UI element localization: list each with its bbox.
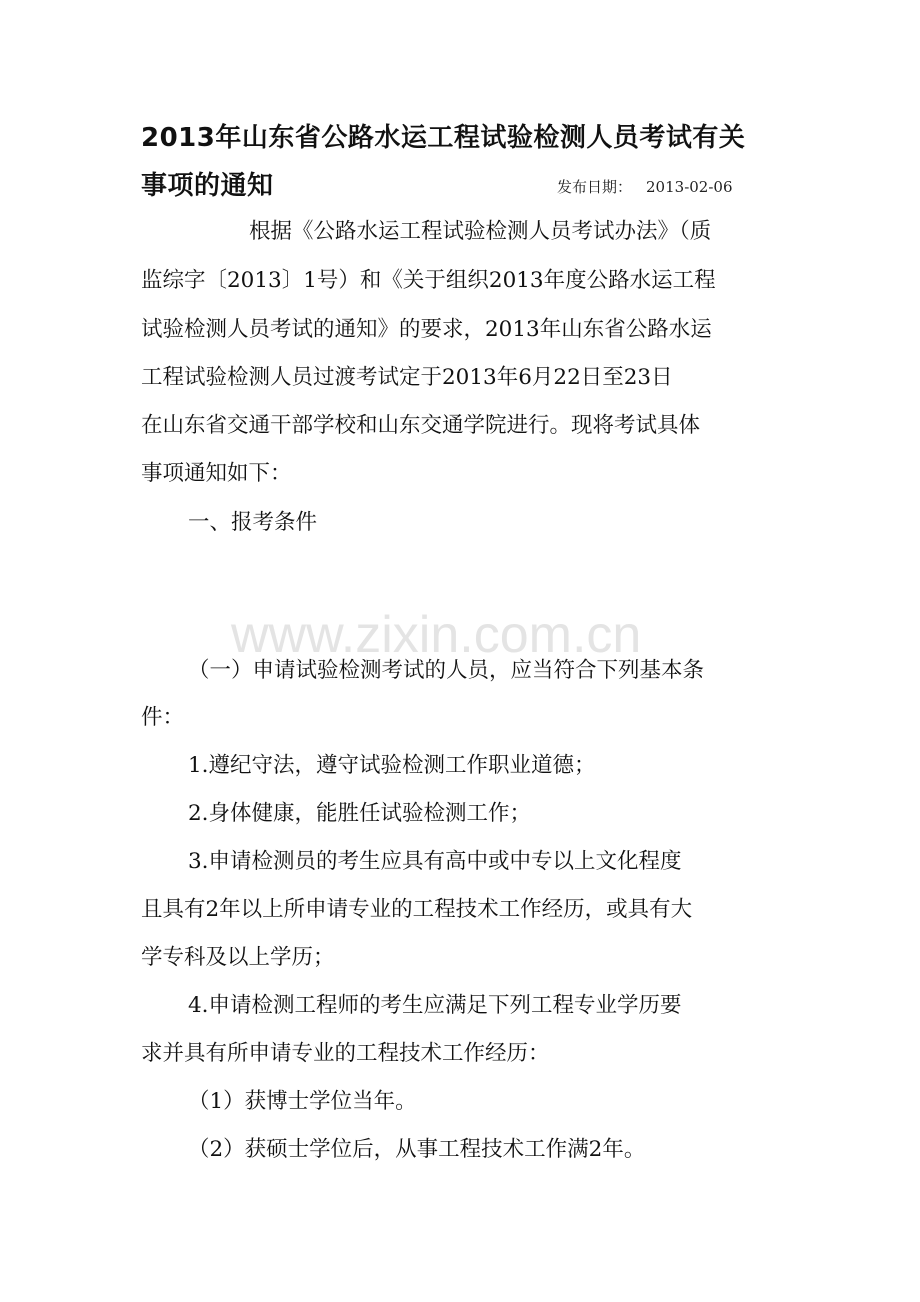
- body-line-2: 监综字〔2013〕1号）和《关于组织2013年度公路水运工程: [141, 268, 716, 293]
- list-item-1: 1.遵纪守法，遵守试验检测工作职业道德；: [188, 753, 596, 778]
- publish-date-value: 2013-02-06: [646, 178, 733, 196]
- watermark: www.zixin.com.cn: [231, 606, 642, 664]
- list-item-3-cont-2: 学专科及以上学历；: [141, 945, 335, 970]
- body-line-5: 在山东省交通干部学校和山东交通学院进行。现将考试具体: [141, 413, 701, 438]
- sub-item-1: （1）获博士学位当年。: [188, 1089, 417, 1114]
- sub-item-2: （2）获硕士学位后，从事工程技术工作满2年。: [188, 1137, 646, 1162]
- body-line-3: 试验检测人员考试的通知》的要求，2013年山东省公路水运: [141, 317, 712, 342]
- body-line-4: 工程试验检测人员过渡考试定于2013年6月22日至23日: [141, 365, 673, 390]
- publish-date-label: 发布日期：: [557, 178, 633, 196]
- list-item-3-cont-1: 且具有2年以上所申请专业的工程技术工作经历，或具有大: [141, 897, 693, 922]
- list-item-2: 2.身体健康，能胜任试验检测工作；: [188, 801, 532, 826]
- document-title-line-1: 2013年山东省公路水运工程试验检测人员考试有关: [141, 123, 746, 153]
- body-line-9: 件：: [141, 705, 185, 730]
- list-item-3: 3.申请检测员的考生应具有高中或中专以上文化程度: [188, 849, 682, 874]
- list-item-4: 4.申请检测工程师的考生应满足下列工程专业学历要: [188, 993, 682, 1018]
- list-item-4-cont: 求并具有所申请专业的工程技术工作经历：: [141, 1041, 550, 1066]
- section-heading-1: 一、报考条件: [188, 510, 318, 535]
- publish-date: [557, 176, 733, 198]
- document-title-line-2: 事项的通知: [141, 171, 274, 201]
- body-line-1: 根据《公路水运工程试验检测人员考试办法》（质: [249, 219, 712, 244]
- body-line-8: （一）申请试验检测考试的人员，应当符合下列基本条: [188, 658, 705, 683]
- body-line-6: 事项通知如下：: [141, 461, 292, 486]
